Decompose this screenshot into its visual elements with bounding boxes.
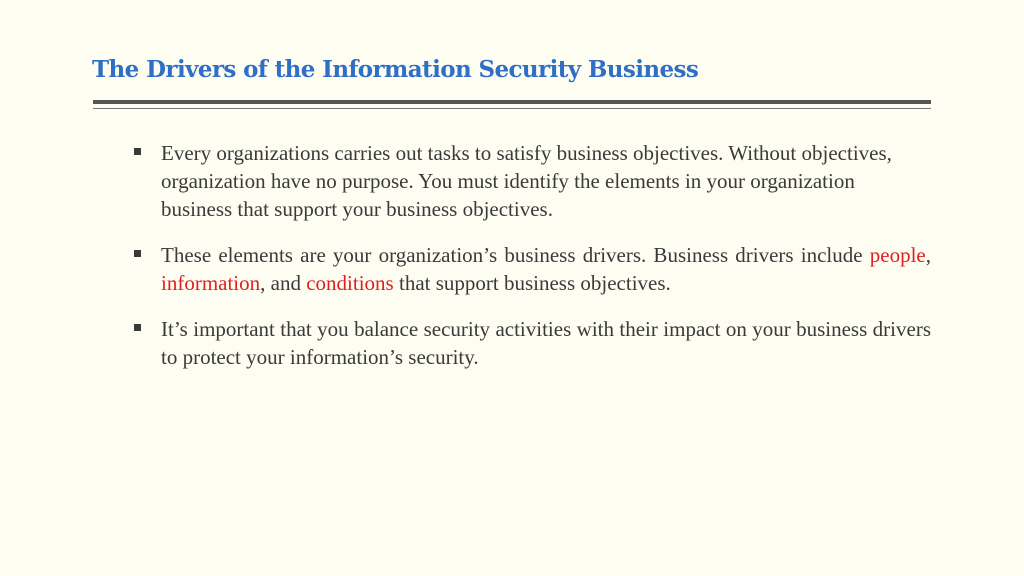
square-bullet-icon [134,250,141,257]
bullet-item-2 [130,241,931,297]
bullet-text: These elements are your organization’s business drivers. Business drivers include [161,243,870,267]
title-divider-thick [93,100,931,104]
highlight-information: information [161,271,261,295]
bullet-list [130,139,931,389]
slide-title: The Drivers of the Information Security Business [92,56,699,83]
title-divider-thin [93,108,931,109]
bullet-text: Every organizations carries out tasks to satisfy business objectives. Without objectives, organization have no purpose. You must identify the elements in your organization business that support your business objectives. [161,141,892,221]
bullet-text: that support business objectives. [393,271,671,295]
bullet-text-separator: , [925,243,931,267]
highlight-people: people [869,243,926,267]
highlight-conditions: conditions [306,271,394,295]
bullet-text-separator: , and [260,271,307,295]
square-bullet-icon [134,148,141,155]
bullet-item-1 [130,139,931,223]
bullet-item-3 [130,315,931,371]
bullet-text: It’s important that you balance security activities with their impact on your business drivers to protect your information’s security. [161,317,931,369]
square-bullet-icon [134,324,141,331]
